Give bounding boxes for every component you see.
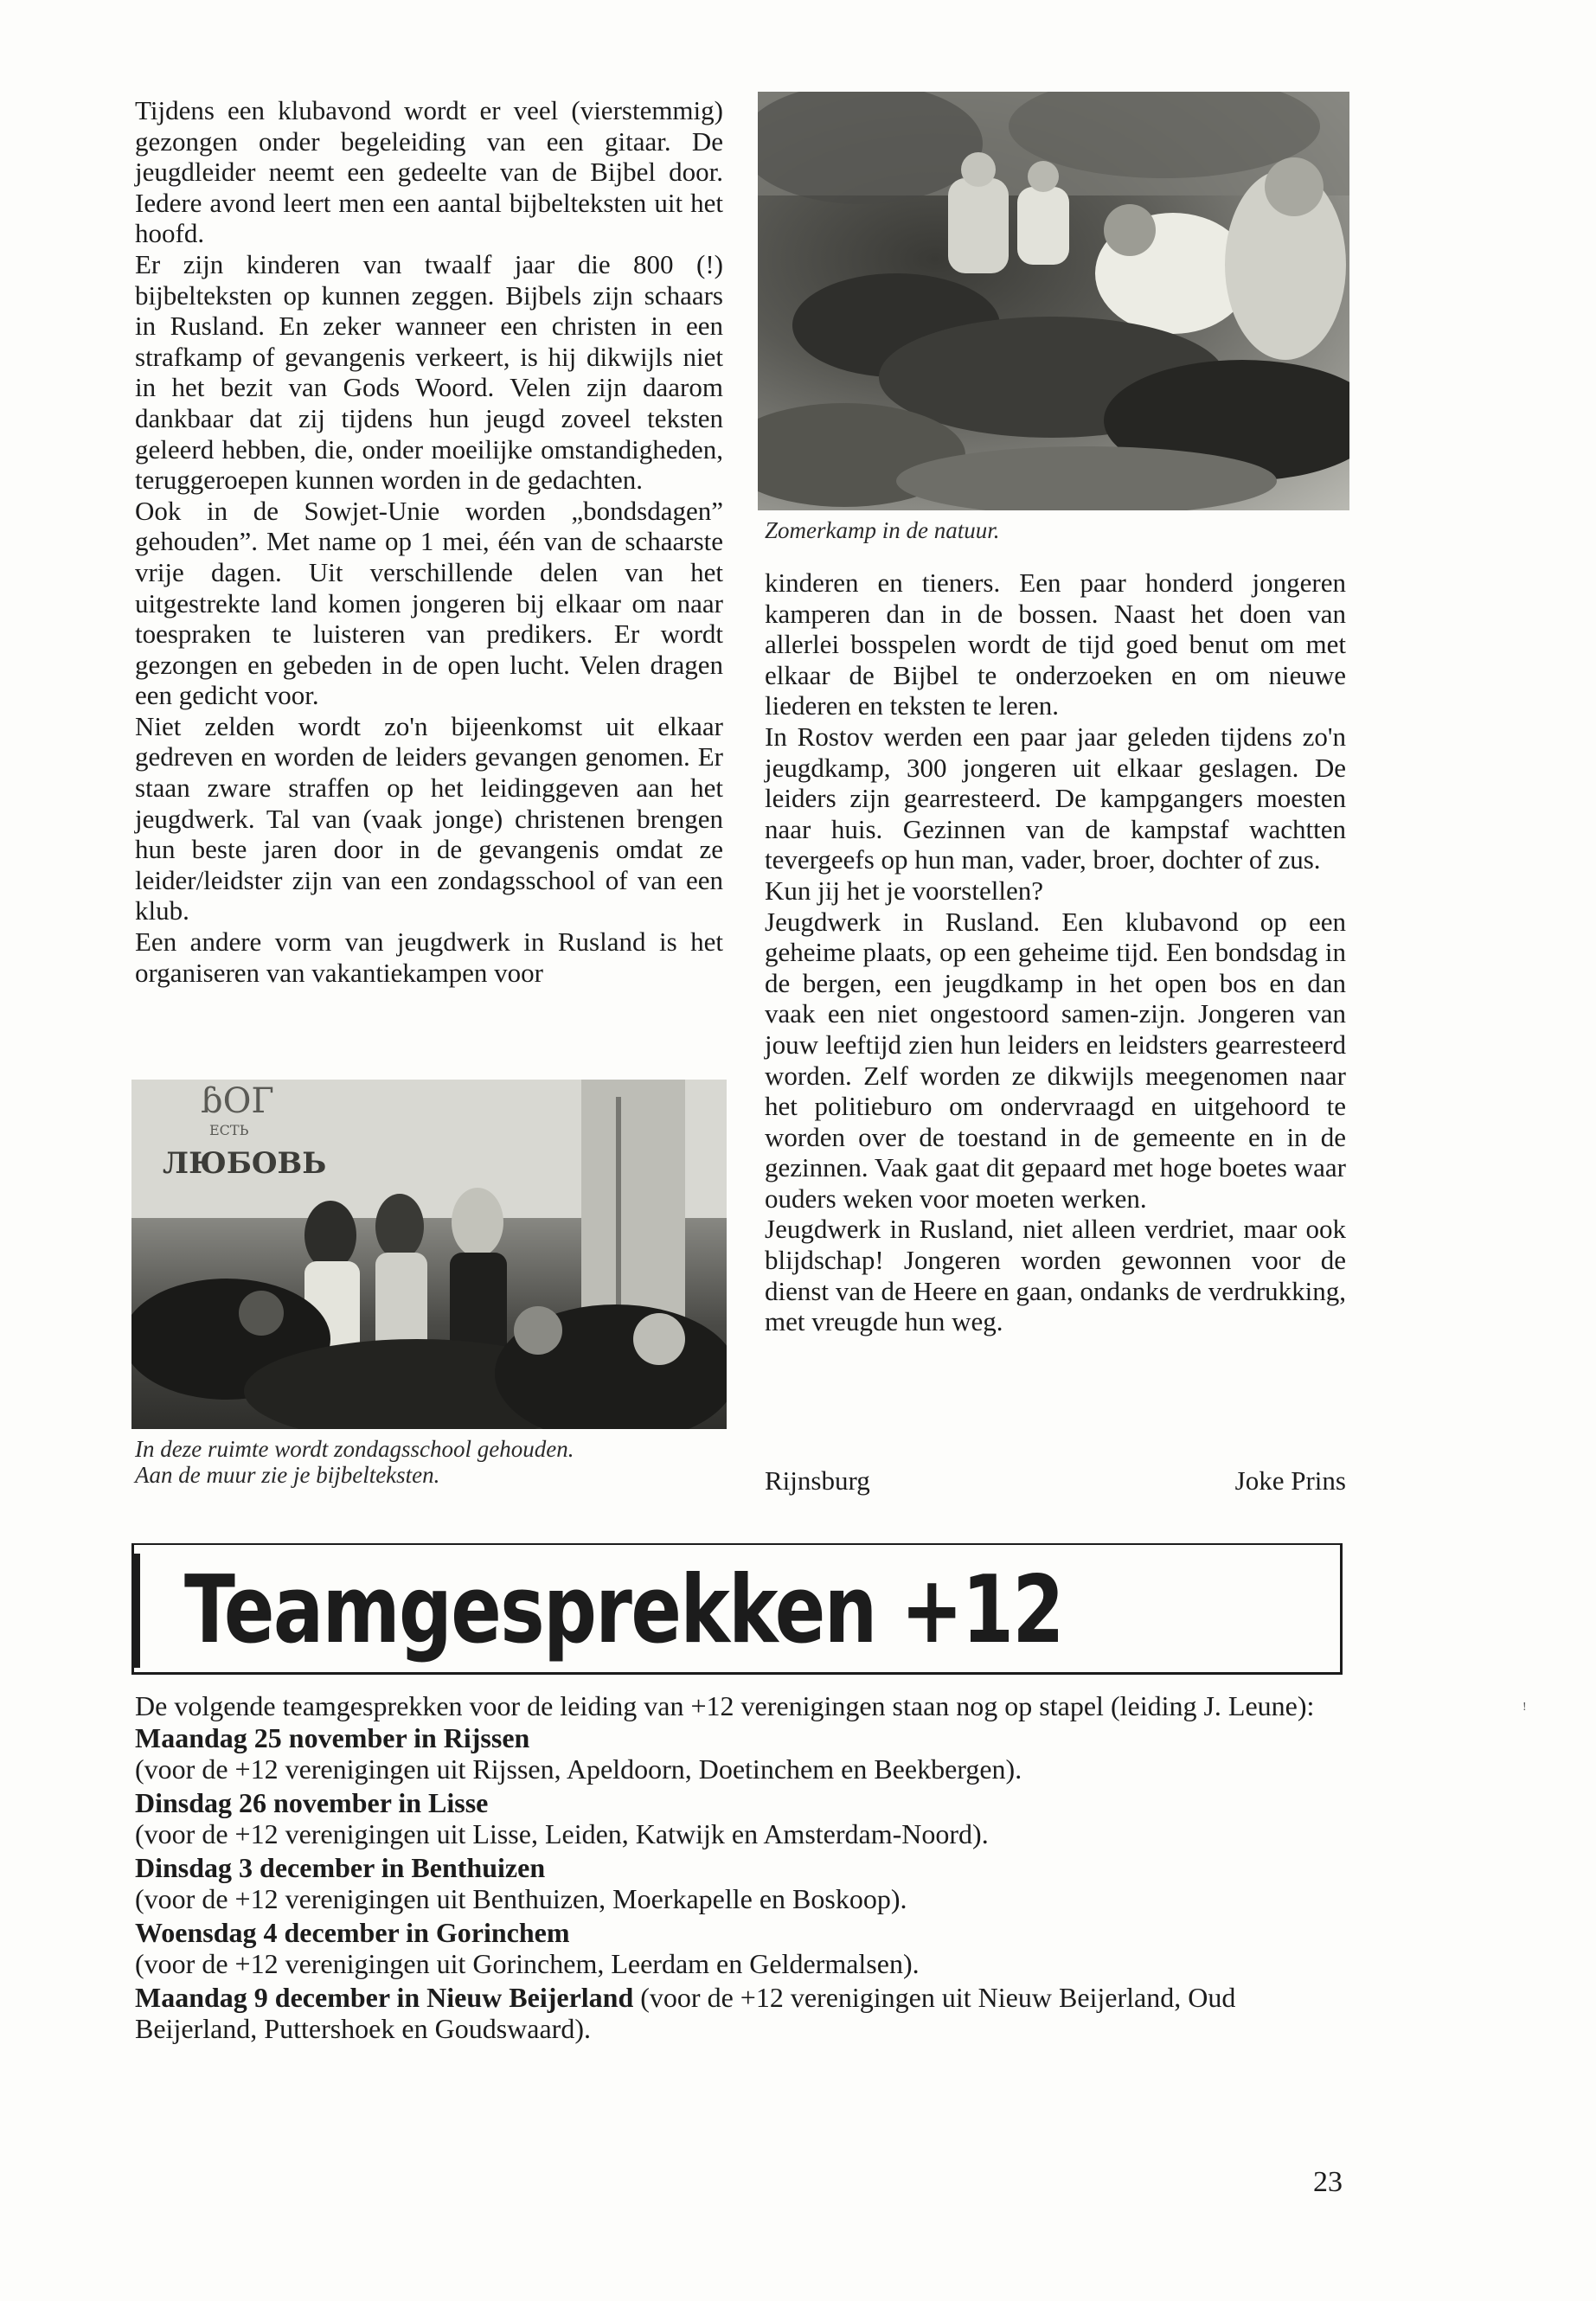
paragraph: Niet zelden wordt zo'n bijeenkomst uit elkaar gedreven en worden de leiders gevangen genomen. Er staan zware straffen op het leidinggeven aan het jeugdwerk. Tal van (vaak jonge) christenen brengen hun beste jaren door in de gevangenis omdat ze leider/leidster zijn van een zondagsschool of van een klub. (135, 710, 723, 926)
paragraph: Kun jij het je voorstellen? (765, 875, 1043, 906)
meeting-date: Maandag 9 december in Nieuw Beijerland (135, 1981, 634, 2013)
meeting-date: Dinsdag 3 december in Benthuizen (135, 1851, 546, 1883)
article-signature (765, 1465, 1346, 1497)
caption-line: In deze ruimte wordt zondagsschool gehouden. (135, 1436, 574, 1462)
sunday-school-photo (131, 1080, 727, 1429)
signature-author: Joke Prins (1234, 1465, 1346, 1496)
caption-line: Aan de muur zie je bijbelteksten. (135, 1462, 440, 1488)
paragraph: Een andere vorm van jeugdwerk in Rusland is het organiseren van vakantiekampen voor (135, 926, 723, 988)
meeting-detail: (voor de +12 verenigingen uit Gorinchem, Leerdam en Geldermalsen). (135, 1948, 920, 1979)
wall-text-line1: ɓOГ (201, 1081, 274, 1121)
paragraph: In Rostov werden een paar jaar geleden tijdens zo'n jeugdkamp, 300 jongeren uit elkaar geslagen. De leiders zijn gearresteerd. De kampgangers moesten naar huis. Gezinnen van de kampstaf wachtten tevergeefs op hun man, vader, broer, dochter of zus. (765, 721, 1346, 875)
right-column-text (765, 567, 1346, 1337)
meeting-entry (135, 1982, 1346, 2045)
meeting-date: Dinsdag 26 november in Lisse (135, 1786, 489, 1818)
paragraph: Er zijn kinderen van twaalf jaar die 800 (!) bijbelteksten op kunnen zeggen. Bijbels zijn schaars in Rusland. En zeker wanneer een christen in een strafkamp of gevangenis verkeert, is hij dikwijls niet in het bezit van Gods Woord. Velen zijn daarom dankbaar dat zij tijdens hun jeugd zoveel teksten geleerd hebben, die, onder moeilijke omstandigheden, teruggeroepen kunnen worden in de gedachten. (135, 248, 723, 496)
summer-camp-photo (758, 92, 1349, 510)
signature-place: Rijnsburg (765, 1465, 870, 1496)
paragraph: Jeugdwerk in Rusland, niet alleen verdriet, maar ook blijdschap! Jongeren worden gewonnen voor de dienst van de Heere en gaan, ondanks de verdrukking, met vreugde hun weg. (765, 1214, 1346, 1337)
paragraph: Ook in de Sowjet-Unie worden „bondsdagen” gehouden”. Met name op 1 mei, één van de schaarste vrije dagen. Uit verschillende delen van het uitgestrekte land komen jongeren bij elkaar om naar toespraken te luisteren van predikers. Er wordt gezongen en gebeden in de open lucht. Velen dragen een gedicht voor. (135, 495, 723, 711)
page-number: 23 (1313, 2166, 1343, 2198)
meeting-date: Woensdag 4 december in Gorinchem (135, 1916, 570, 1948)
summer-camp-photo-shapes (758, 92, 1349, 510)
wall-text-line2: ЕСТЬ (209, 1122, 249, 1138)
sunday-school-photo-shapes (131, 1080, 727, 1429)
paragraph: Tijdens een klubavond wordt er veel (vierstemmig) gezongen onder begeleiding van een gitaar. De jeugdleider neemt een gedeelte van de Bijbel door. Iedere avond leert men een aantal bijbelteksten uit het hoofd. (135, 95, 723, 249)
section-heading: Teamgesprekken +12 (184, 1556, 1063, 1664)
heading-side-bar (131, 1554, 140, 1668)
sunday-school-caption (135, 1436, 727, 1488)
meeting-detail: (voor de +12 verenigingen uit Rijssen, Apeldoorn, Doetinchem en Beekbergen). (135, 1753, 1022, 1785)
meeting-detail: (voor de +12 verenigingen uit Nieuw Beijerland, Oud Beijerland, Puttershoek en Goudswaard). (135, 1981, 1236, 2044)
meeting-detail: (voor de +12 verenigingen uit Lisse, Leiden, Katwijk en Amsterdam-Noord). (135, 1818, 989, 1849)
stray-mark: ! (1522, 1701, 1527, 1714)
meeting-date: Maandag 25 november in Rijssen (135, 1721, 530, 1753)
wall-text-line3: ЛЮБОВЬ (163, 1146, 327, 1181)
meetings-section (135, 1690, 1346, 2045)
left-column-text (135, 95, 723, 988)
summer-camp-caption: Zomerkamp in de natuur. (765, 517, 1000, 543)
paragraph: Jeugdwerk in Rusland. Een klubavond op een geheime plaats, op een geheime tijd. Een bondsdag in de bergen, een jeugdkamp in het open bos en dan vaak een niet ongestoord samen-zijn. Jongeren van jouw leeftijd zien hun leiders en leidsters gearresteerd worden. Zelf worden ze dikwijls meegenomen naar het politieburo om ondervraagd en uitgehoord te worden over de toestand in de gemeente en in de gezinnen. Vaak gaat dit gepaard met hoge boetes waar ouders weken voor moeten werken. (765, 906, 1346, 1214)
meeting-detail: (voor de +12 verenigingen uit Benthuizen, Moerkapelle en Boskoop). (135, 1883, 907, 1914)
section-heading-box (131, 1543, 1343, 1675)
paragraph: kinderen en tieners. Een paar honderd jongeren kamperen dan in de bossen. Naast het doen van allerlei bosspelen wordt de tijd goed benut om met elkaar de Bijbel te onderzoeken en om nieuwe liederen en teksten te leren. (765, 567, 1346, 721)
meetings-intro: De volgende teamgesprekken voor de leiding van +12 verenigingen staan nog op stapel (leiding J. Leune): (135, 1690, 1315, 1721)
